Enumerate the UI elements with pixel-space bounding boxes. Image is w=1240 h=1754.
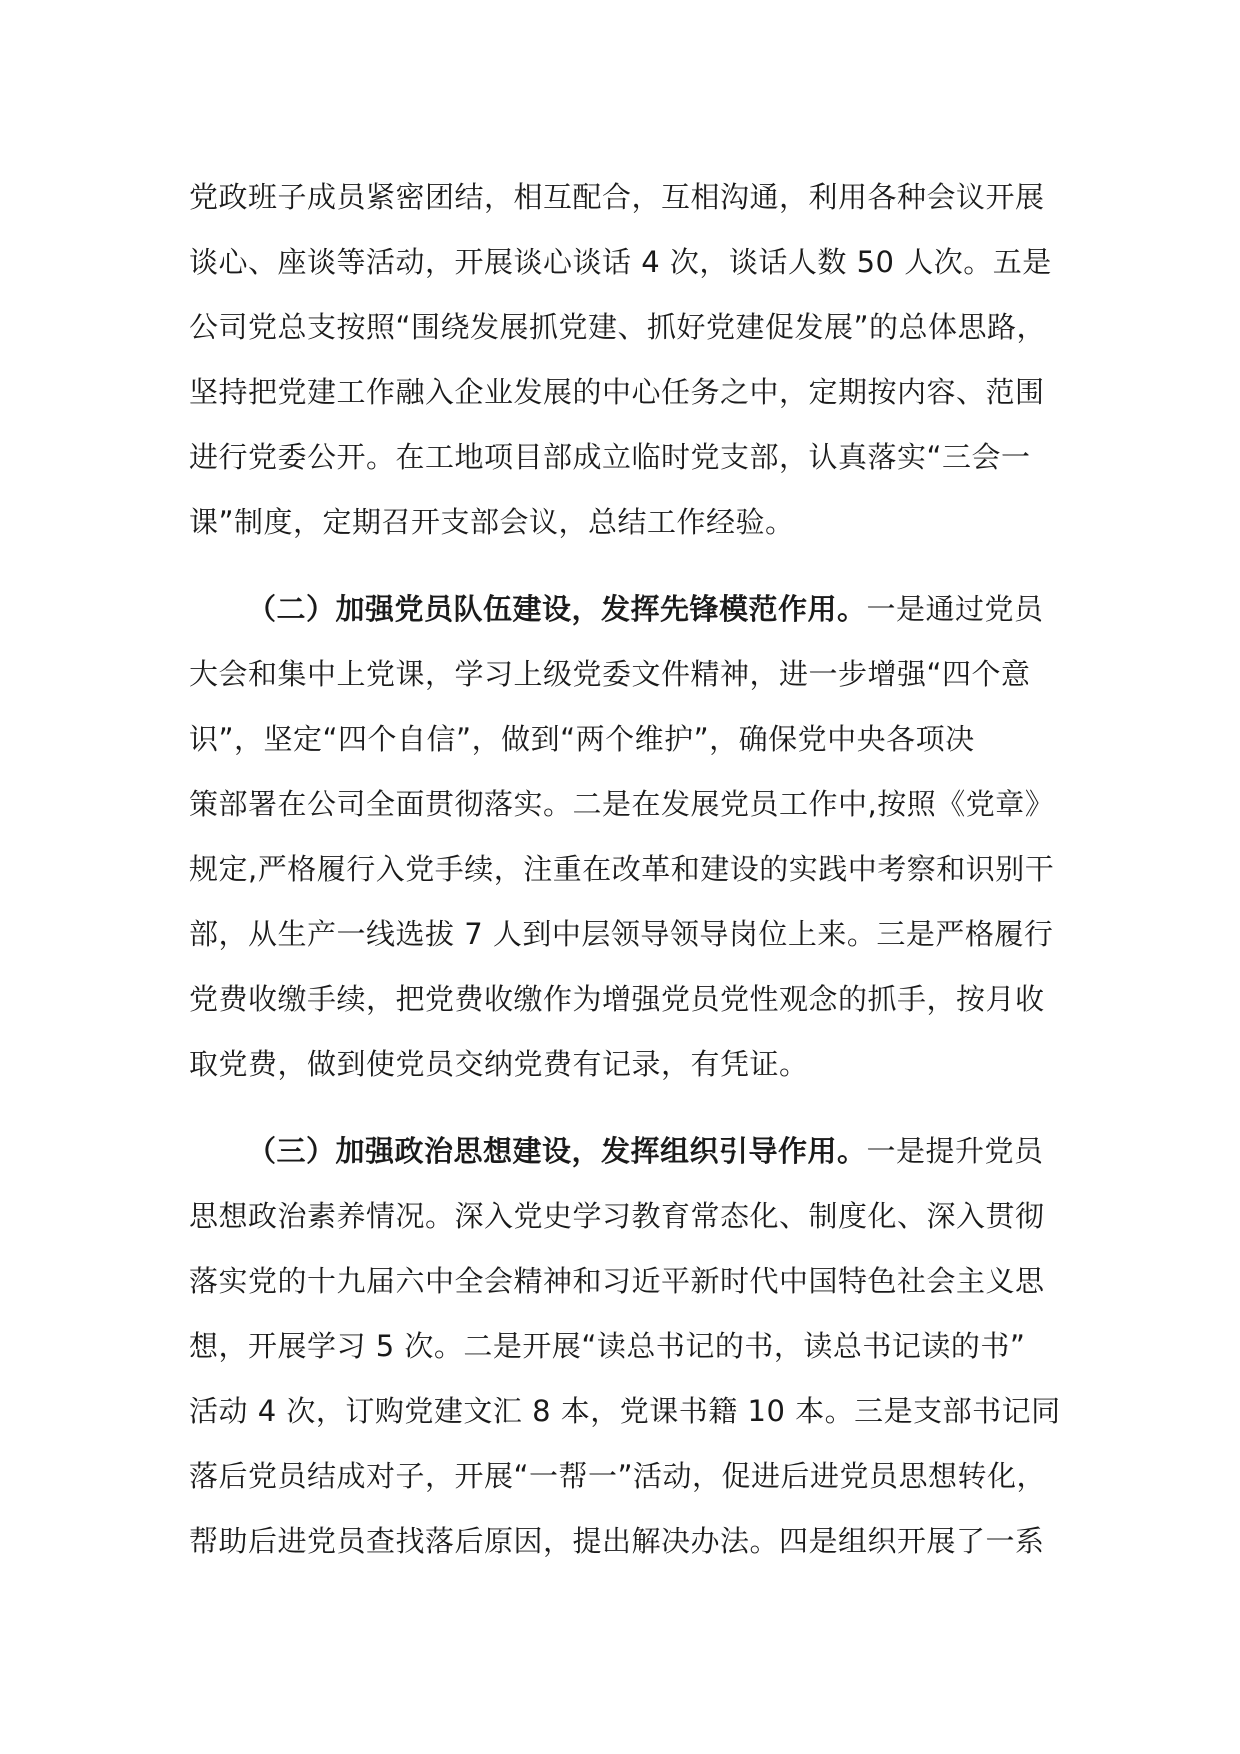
text-line: 大会和集中上党课，学习上级党委文件精神，进一步增强“四个意 (189, 657, 1031, 691)
section-heading: （三）加强政治思想建设，发挥组织引导作用。 (247, 1134, 867, 1168)
text-line: 部，从生产一线选拔 7 人到中层领导领导岗位上来。三是严格履行 (189, 917, 1054, 951)
text-line: 思想政治素养情况。深入党史学习教育常态化、制度化、深入贯彻 (189, 1199, 1045, 1233)
text-line: 党费收缴手续，把党费收缴作为增强党员党性观念的抓手，按月收 (189, 982, 1045, 1016)
heading-continuation: 一是提升党员 (866, 1134, 1044, 1168)
text-line: 落实党的十九届六中全会精神和习近平新时代中国特色社会主义思 (189, 1264, 1045, 1298)
text-line: 谈心、座谈等活动，开展谈心谈话 4 次，谈话人数 50 人次。五是 (189, 245, 1052, 279)
text-line: 识”，坚定“四个自信”，做到“两个维护”，确保党中央各项决 (189, 722, 975, 756)
text-line-first (189, 1119, 1089, 1184)
text-line: 党政班子成员紧密团结，相互配合，互相沟通，利用各种会议开展 (189, 180, 1045, 214)
text-line: 落后党员结成对子，开展“一帮一”活动，促进后进党员思想转化， (189, 1459, 1047, 1493)
text-line: 取党费，做到使党员交纳党费有记录，有凭证。 (189, 1047, 809, 1081)
text-line: 进行党委公开。在工地项目部成立临时党支部，认真落实“三会一 (189, 440, 1031, 474)
text-line: 活动 4 次，订购党建文汇 8 本，党课书籍 10 本。三是支部书记同 (189, 1394, 1061, 1428)
text-line: 策部署在公司全面贯彻落实。二是在发展党员工作中,按照《党章》 (189, 787, 1055, 821)
text-line: 帮助后进党员查找落后原因，提出解决办法。四是组织开展了一系 (189, 1524, 1045, 1558)
text-line: 公司党总支按照“围绕发展抓党建、抓好党建促发展”的总体思路， (189, 310, 1047, 344)
document-body (189, 165, 1089, 1596)
paragraph-2 (189, 577, 1089, 1097)
paragraph-3 (189, 1119, 1089, 1574)
section-heading: （二）加强党员队伍建设，发挥先锋模范作用。 (247, 592, 867, 626)
paragraph-1 (189, 165, 1089, 555)
text-line: 课”制度，定期召开支部会议，总结工作经验。 (189, 505, 795, 539)
heading-continuation: 一是通过党员 (866, 592, 1044, 626)
text-line: 坚持把党建工作融入企业发展的中心任务之中，定期按内容、范围 (189, 375, 1045, 409)
text-line-first (189, 577, 1089, 642)
text-line: 规定,严格履行入党手续，注重在改革和建设的实践中考察和识别干 (189, 852, 1055, 886)
text-line: 想，开展学习 5 次。二是开展“读总书记的书，读总书记读的书” (189, 1329, 1026, 1363)
